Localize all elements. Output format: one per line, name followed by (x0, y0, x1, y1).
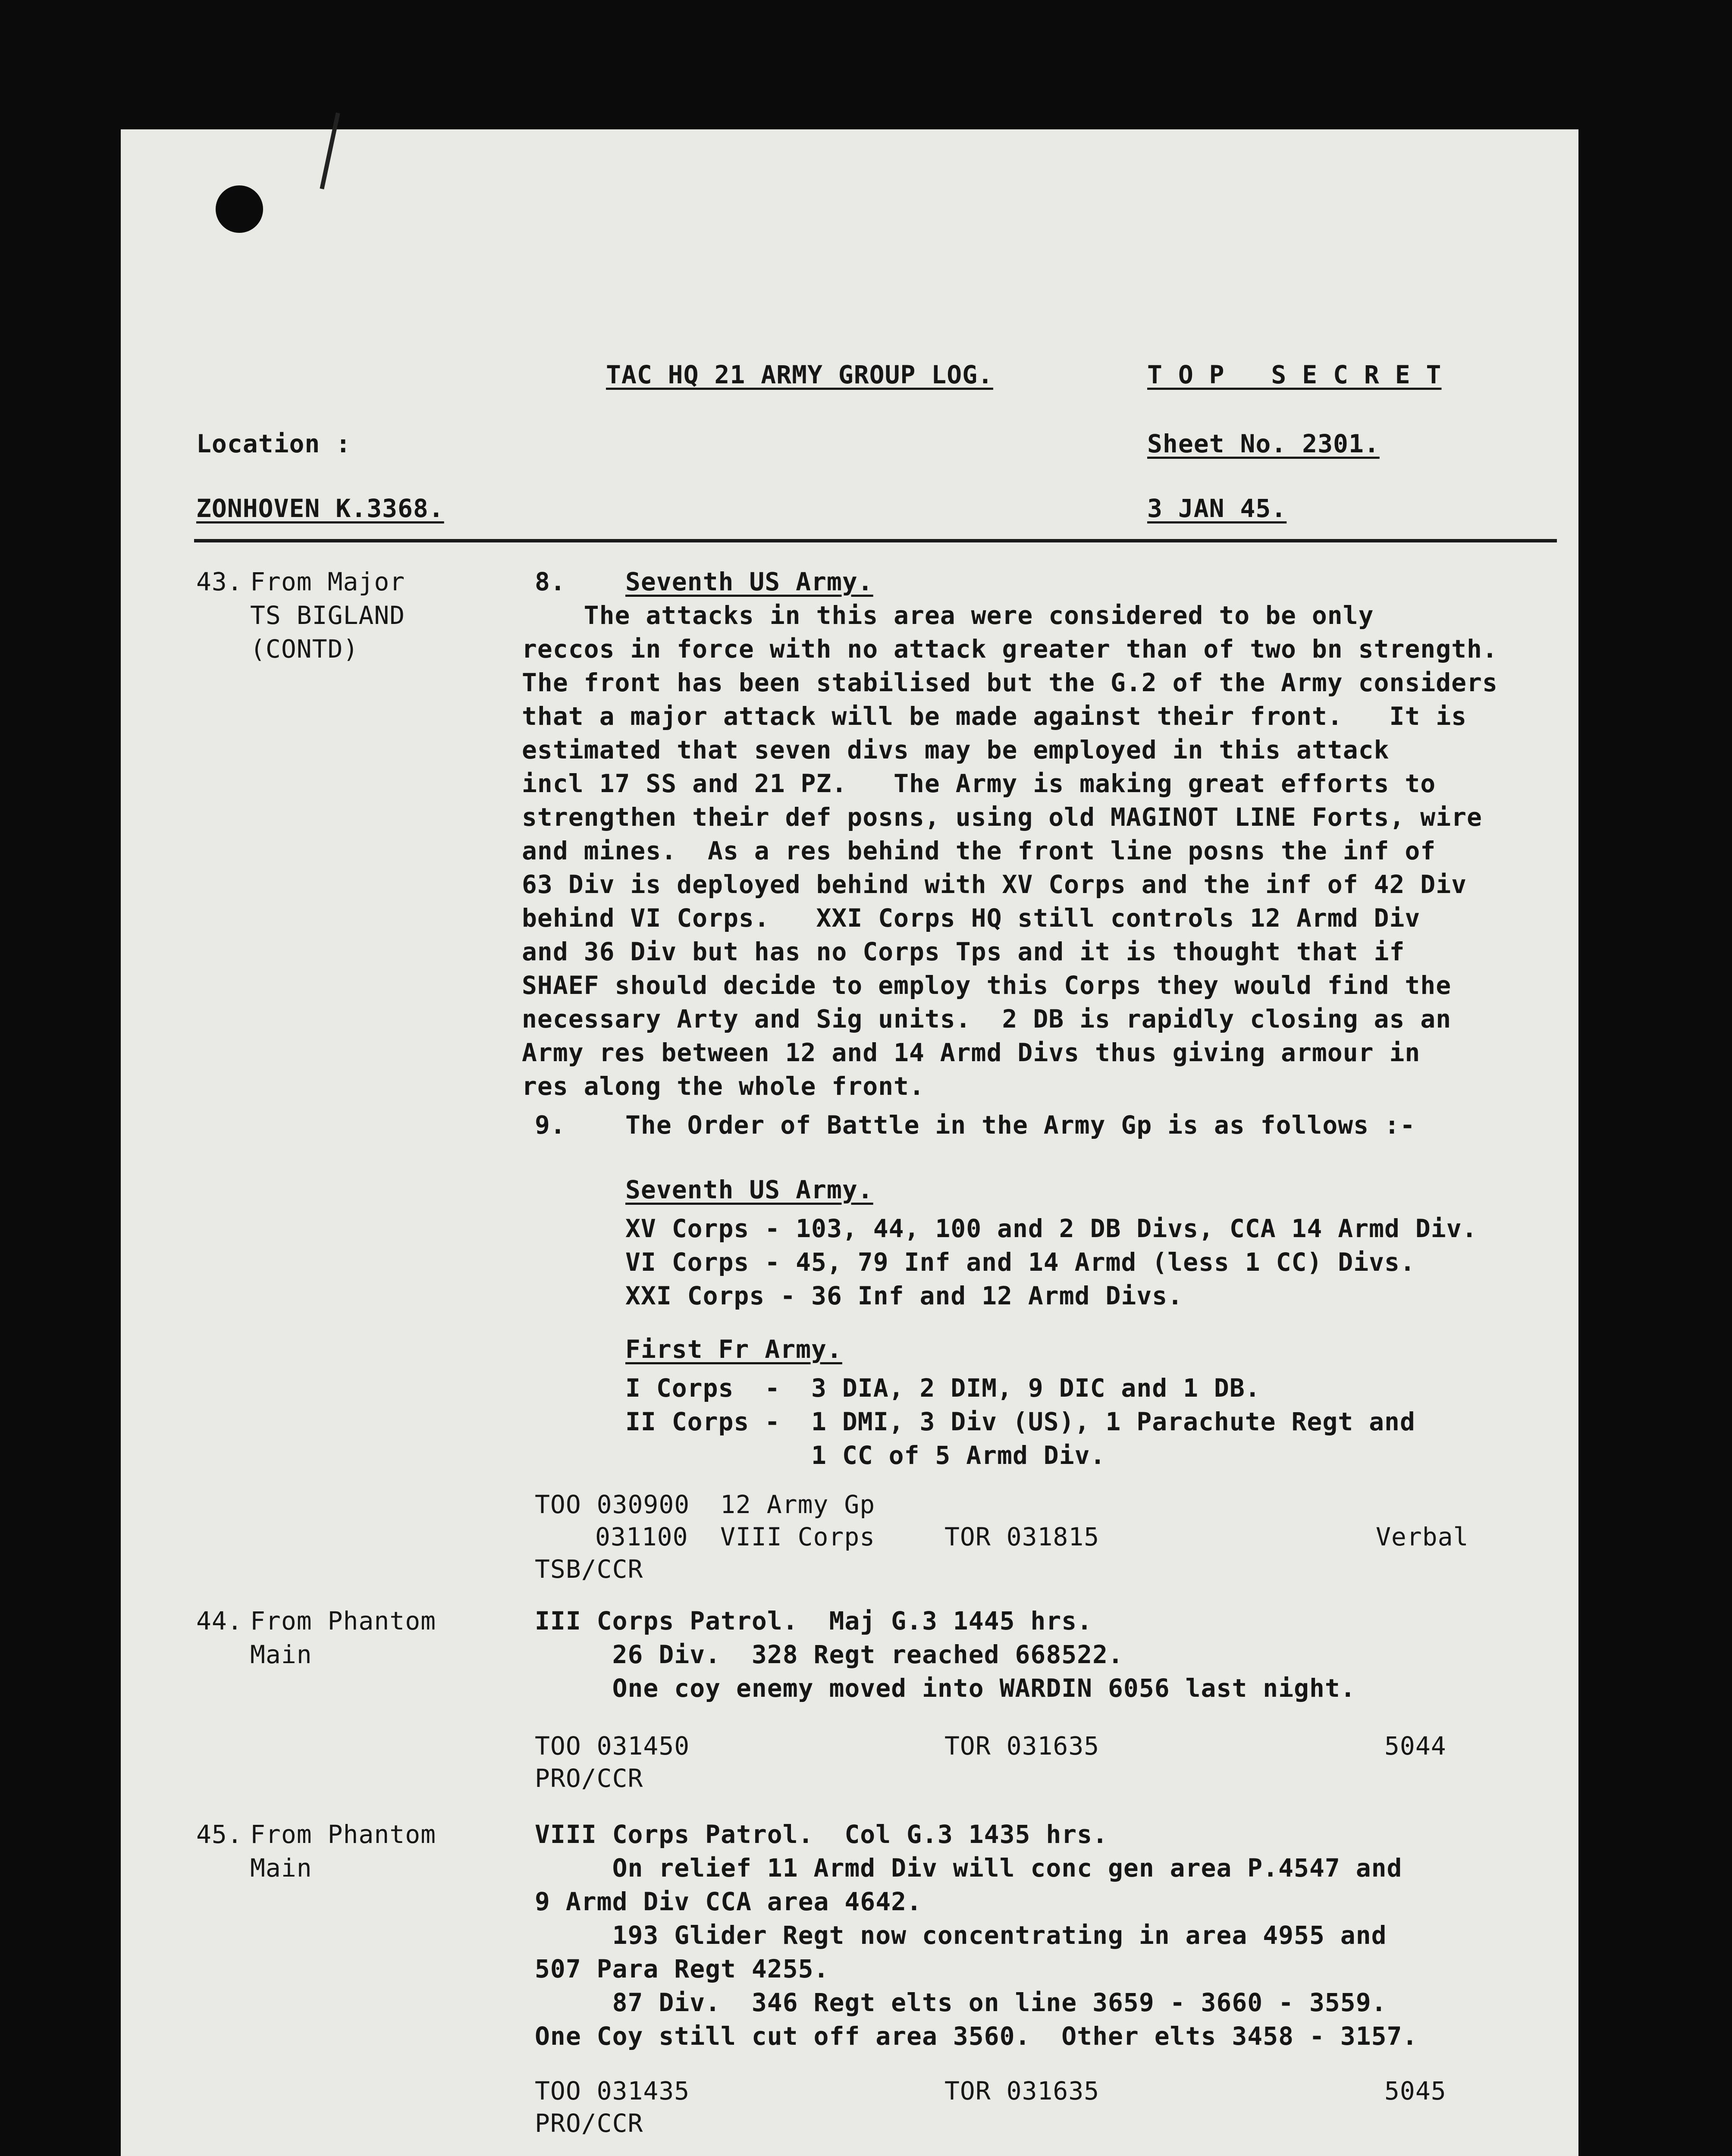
too-addressee: 12 Army Gp (720, 1490, 875, 1519)
location-label: Location : (196, 429, 351, 458)
body-line: 26 Div. 328 Regt reached 668522. (535, 1640, 1123, 1669)
from-line: From Phantom (250, 1606, 436, 1636)
para-8-heading: Seventh US Army. (625, 567, 873, 596)
body-line: 9 Armd Div CCA area 4642. (535, 1887, 922, 1916)
body-line: 63 Div is deployed behind with XV Corps and the inf of 42 Div (522, 870, 1467, 899)
first-fr-army-heading: First Fr Army. (625, 1335, 842, 1364)
first-fr-army-orbat (625, 1371, 1415, 1472)
entry-45-number: 45. (196, 1820, 243, 1849)
body-line: III Corps Patrol. Maj G.3 1445 hrs. (535, 1606, 1093, 1636)
from-line: Main (250, 1640, 312, 1669)
body-line: 87 Div. 346 Regt elts on line 3659 - 3660 - 3559. (535, 1988, 1387, 2017)
entry-45-body (535, 1818, 1418, 2053)
orbat-line: II Corps - 1 DMI, 3 Div (US), 1 Parachute Regt and (625, 1407, 1415, 1436)
body-line: Army res between 12 and 14 Armd Divs thus giving armour in (522, 1038, 1421, 1067)
entry-43-number: 43. (196, 567, 243, 596)
too-time: TOO 031435 (535, 2076, 690, 2106)
para-9-number: 9. (535, 1110, 566, 1140)
message-ref: 5045 (1384, 2076, 1446, 2106)
message-method: Verbal (1376, 1522, 1469, 1551)
body-line: incl 17 SS and 21 PZ. The Army is making great efforts to (522, 769, 1436, 798)
from-line: From Major (250, 567, 405, 596)
sheet-number: Sheet No. 2301. (1147, 429, 1380, 458)
log-date: 3 JAN 45. (1147, 494, 1287, 523)
orbat-line: VI Corps - 45, 79 Inf and 14 Armd (less 1 CC) Divs. (625, 1247, 1415, 1277)
body-line: The front has been stabilised but the G.2 of the Army considers (522, 668, 1498, 697)
tor-time: TOR 031815 (944, 1522, 1100, 1551)
body-line: One Coy still cut off area 3560. Other elts 3458 - 3157. (535, 2021, 1418, 2051)
body-line: VIII Corps Patrol. Col G.3 1435 hrs. (535, 1820, 1108, 1849)
from-line: (CONTD) (250, 634, 359, 664)
message-ref: 5044 (1384, 1731, 1446, 1761)
para-8-number: 8. (535, 567, 566, 596)
punch-hole (216, 185, 263, 233)
body-line: reccos in force with no attack greater than of two bn strength. (522, 634, 1498, 664)
initials: PRO/CCR (535, 2109, 643, 2138)
seventh-army-orbat (625, 1212, 1478, 1313)
body-line: 507 Para Regt 4255. (535, 1954, 829, 1984)
body-line: behind VI Corps. XXI Corps HQ still controls 12 Armd Div (522, 903, 1421, 933)
orbat-line: XXI Corps - 36 Inf and 12 Armd Divs. (625, 1281, 1183, 1310)
entry-43-from (250, 565, 405, 666)
too-addressee-2: VIII Corps (720, 1522, 875, 1551)
body-line: 193 Glider Regt now concentrating in area 4955 and (535, 1921, 1387, 1950)
log-sheet (121, 129, 1578, 2156)
from-line: TS BIGLAND (250, 601, 405, 630)
body-line: The attacks in this area were considered to be only (522, 601, 1374, 630)
seventh-army-heading: Seventh US Army. (625, 1175, 873, 1204)
body-line: estimated that seven divs may be employed in this attack (522, 735, 1390, 765)
classification: T O P S E C R E T (1147, 360, 1442, 389)
body-line: res along the whole front. (522, 1072, 925, 1101)
header-rule (194, 539, 1557, 542)
body-line: SHAEF should decide to employ this Corps they would find the (522, 971, 1452, 1000)
entry-44-number: 44. (196, 1606, 243, 1636)
para-9-intro: The Order of Battle in the Army Gp is as follows :- (625, 1110, 1415, 1140)
initials: TSB/CCR (535, 1554, 643, 1584)
orbat-line: XV Corps - 103, 44, 100 and 2 DB Divs, CCA 14 Armd Div. (625, 1214, 1478, 1243)
initials: PRO/CCR (535, 1764, 643, 1793)
from-line: From Phantom (250, 1820, 436, 1849)
location-value: ZONHOVEN K.3368. (196, 494, 444, 523)
body-line: and 36 Div but has no Corps Tps and it is thought that if (522, 937, 1405, 966)
entry-44-from (250, 1604, 436, 1671)
entry-44-body (535, 1604, 1356, 1705)
pen-mark (320, 113, 340, 189)
orbat-line: 1 CC of 5 Armd Div. (625, 1441, 1106, 1470)
too-time: TOO 030900 (535, 1490, 690, 1519)
too-time: TOO 031450 (535, 1731, 690, 1761)
entry-45-from (250, 1818, 436, 1885)
too-time-2: 031100 (595, 1522, 688, 1551)
from-line: Main (250, 1853, 312, 1883)
body-line: One coy enemy moved into WARDIN 6056 last night. (535, 1673, 1356, 1703)
body-line: necessary Arty and Sig units. 2 DB is rapidly closing as an (522, 1004, 1452, 1034)
orbat-line: I Corps - 3 DIA, 2 DIM, 9 DIC and 1 DB. (625, 1373, 1261, 1403)
tor-time: TOR 031635 (944, 1731, 1100, 1761)
body-line: and mines. As a res behind the front line posns the inf of (522, 836, 1436, 865)
log-title: TAC HQ 21 ARMY GROUP LOG. (606, 360, 993, 389)
para-8-body (522, 599, 1498, 1103)
tor-time: TOR 031635 (944, 2076, 1100, 2106)
body-line: strengthen their def posns, using old MAGINOT LINE Forts, wire (522, 802, 1482, 832)
body-line: that a major attack will be made against their front. It is (522, 702, 1467, 731)
body-line: On relief 11 Armd Div will conc gen area P.4547 and (535, 1853, 1403, 1883)
